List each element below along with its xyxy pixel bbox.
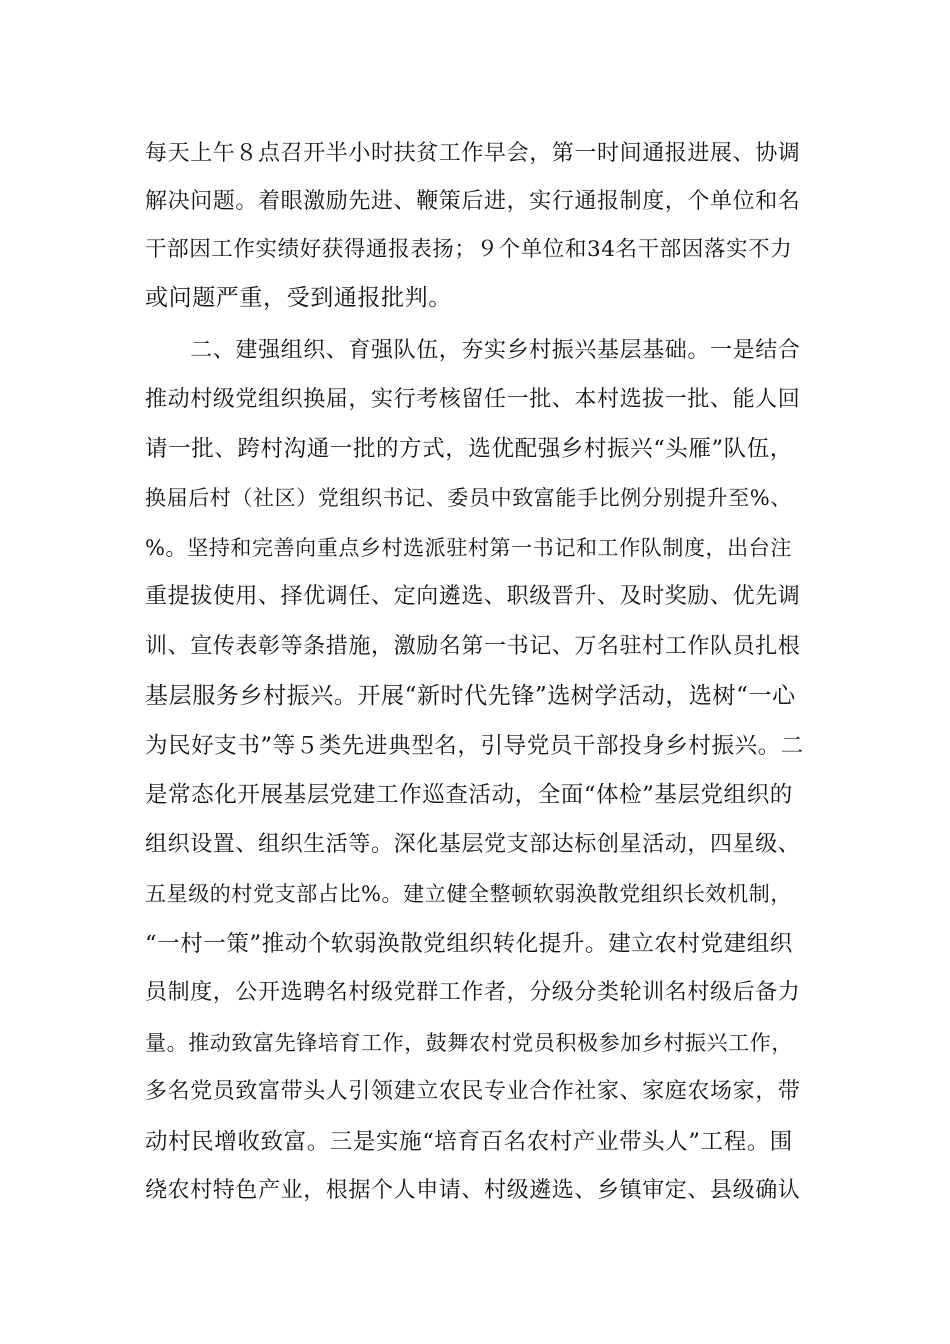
text-line: 训、宣传表彰等条措施，激励名第一书记、万名驻村工作队员扎根 bbox=[145, 634, 801, 659]
text-line: “一村一策”推动个软弱涣散党组织转化提升。建立农村党建组织 bbox=[145, 931, 793, 957]
text-line: 请一批、跨村沟通一批的方式，选优配强乡村振兴“头雁”队伍， bbox=[145, 436, 793, 462]
text-line: 组织设置、组织生活等。深化基层党支部达标创星活动，四星级、 bbox=[145, 832, 801, 857]
text-line: 是常态化开展基层党建工作巡查活动，全面“体检”基层党组织的 bbox=[145, 782, 793, 808]
text-line: 基层服务乡村振兴。开展“新时代先锋”选树学活动，选树“一心 bbox=[145, 683, 796, 709]
text-line: 多名党员致富带头人引领建立农民专业合作社家、家庭农场家，带 bbox=[145, 1079, 801, 1104]
text-line: 绕农村特色产业，根据个人申请、村级遴选、乡镇审定、县级确认 bbox=[145, 1178, 801, 1203]
text-line: 重提拔使用、择优调任、定向遴选、职级晋升、及时奖励、优先调 bbox=[145, 584, 801, 609]
text-line: %。坚持和完善向重点乡村选派驻村第一书记和工作队制度，出台注 bbox=[145, 536, 792, 560]
text-line: 员制度，公开选聘名村级党群工作者，分级分类轮训名村级后备力 bbox=[145, 980, 801, 1005]
text-line: 动村民增收致富。三是实施“培育百名农村产业带头人”工程。围 bbox=[145, 1129, 793, 1155]
text-line: 换届后村（社区）党组织书记、委员中致富能手比例分别提升至%、 bbox=[145, 486, 792, 510]
text-line: 解决问题。着眼激励先进、鞭策后进，实行通报制度，个单位和名 bbox=[145, 189, 801, 214]
text-line: 或问题严重，受到通报批判。 bbox=[145, 285, 452, 311]
text-line: 每天上午８点召开半小时扶贫工作早会，第一时间通报进展、协调 bbox=[145, 141, 801, 166]
text-line: 量。推动致富先锋培育工作，鼓舞农村党员积极参加乡村振兴工作， bbox=[145, 1031, 793, 1055]
text-line: 五星级的村党支部占比%。建立健全整顿软弱涣散党组织长效机制， bbox=[145, 882, 792, 906]
text-line: 为民好支书”等５类先进典型名，引导党员干部投身乡村振兴。二 bbox=[145, 733, 804, 759]
text-line: 推动村级党组织换届，实行考核留任一批、本村选拔一批、能人回 bbox=[145, 387, 801, 412]
text-line: 二、建强组织、育强队伍，夯实乡村振兴基层基础。一是结合 bbox=[145, 338, 801, 363]
text-line: 干部因工作实绩好获得通报表扬；９个单位和34名干部因落实不力 bbox=[145, 237, 793, 262]
